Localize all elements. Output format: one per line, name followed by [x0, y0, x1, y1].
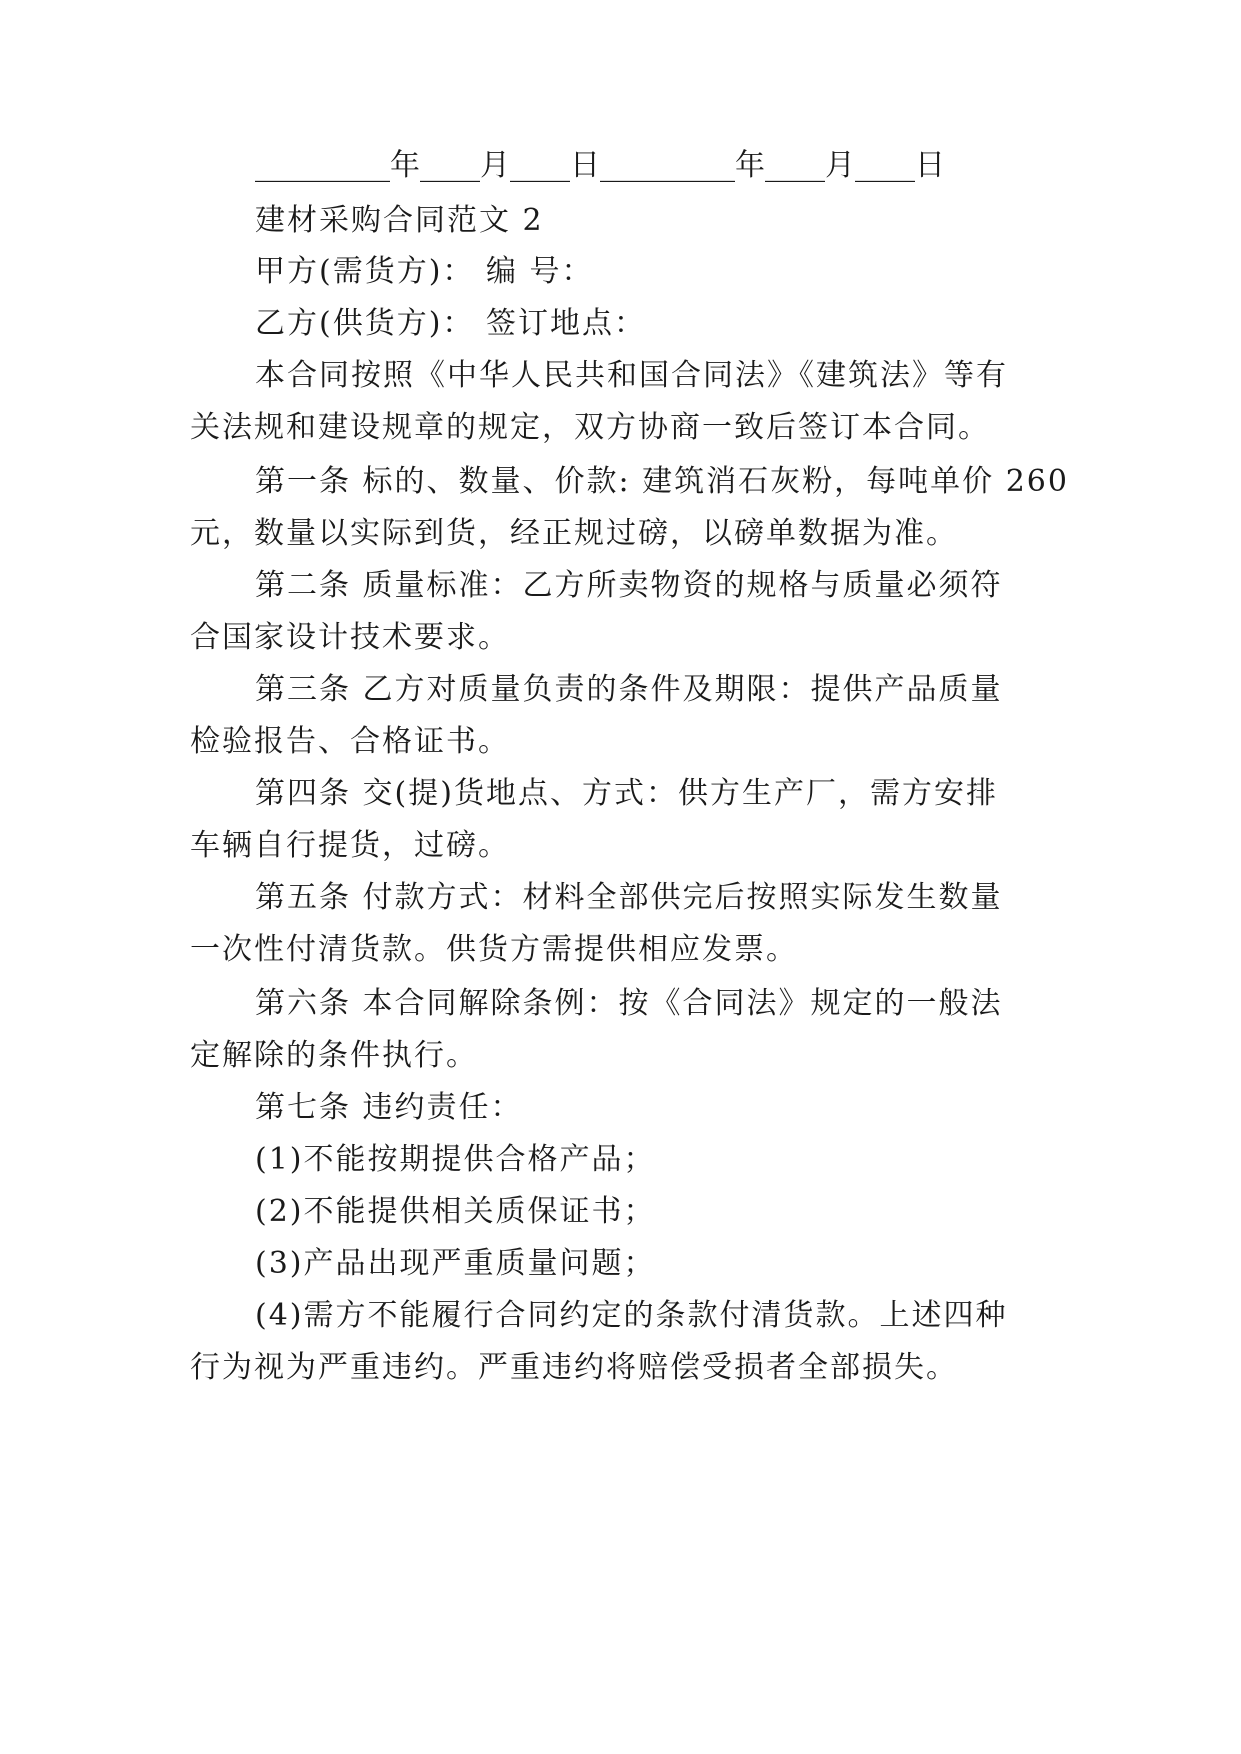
preamble-line-1: 本合同按照《中华人民共和国合同法》《建筑法》等有 — [255, 358, 1008, 393]
article7-title: 第七条 违约责任： — [255, 1090, 523, 1125]
article6-line-2: 定解除的条件执行。 — [190, 1038, 478, 1073]
article7-item-2: (2)不能提供相关质保证书； — [255, 1194, 656, 1229]
article4-line-1: 第四条 交(提)货地点、方式：供方生产厂，需方安排 — [255, 776, 998, 811]
article1-line-2: 元，数量以实际到货，经正规过磅，以磅单数据为准。 — [190, 516, 958, 551]
article4-line-2: 车辆自行提货，过磅。 — [190, 828, 510, 863]
article7-item-4-line-2: 行为视为严重违约。严重违约将赔偿受损者全部损失。 — [190, 1350, 958, 1385]
article3-line-2: 检验报告、合格证书。 — [190, 724, 510, 759]
article2-line-1: 第二条 质量标准：乙方所卖物资的规格与质量必须符 — [255, 568, 1003, 603]
article7-item-3: (3)产品出现严重质量问题； — [255, 1246, 656, 1281]
document-heading: 建材采购合同范文 2 — [255, 203, 544, 238]
article5-line-2: 一次性付清货款。供货方需提供相应发票。 — [190, 932, 798, 967]
article1-line-1: 第一条 标的、数量、价款: 建筑消石灰粉，每吨单价 260 — [255, 464, 1069, 499]
signature-date-line: _________年____月____日_________年____月____日 — [255, 148, 945, 183]
article5-line-1: 第五条 付款方式：材料全部供完后按照实际发生数量 — [255, 880, 1003, 915]
party-b-line: 乙方(供货方)： 签订地点： — [255, 306, 646, 341]
article7-item-1: (1)不能按期提供合格产品； — [255, 1142, 656, 1177]
article7-item-4-line-1: (4)需方不能履行合同约定的条款付清货款。上述四种 — [255, 1298, 1008, 1333]
party-a-line: 甲方(需货方)： 编 号： — [255, 254, 594, 289]
article6-line-1: 第六条 本合同解除条例：按《合同法》规定的一般法 — [255, 986, 1003, 1021]
article3-line-1: 第三条 乙方对质量负责的条件及期限：提供产品质量 — [255, 672, 1003, 707]
preamble-line-2: 关法规和建设规章的规定，双方协商一致后签订本合同。 — [190, 410, 990, 445]
article2-line-2: 合国家设计技术要求。 — [190, 620, 510, 655]
